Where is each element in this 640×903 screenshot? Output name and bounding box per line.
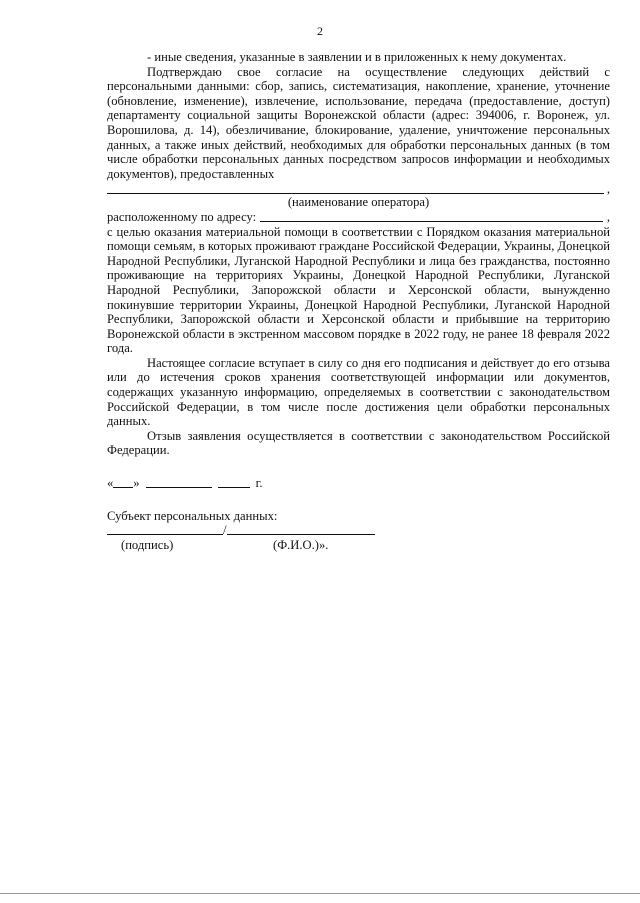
full-name-field[interactable] — [227, 524, 375, 535]
address-comma: , — [606, 209, 610, 224]
date-day-field[interactable] — [113, 477, 133, 488]
address-label: расположенному по адресу: — [107, 209, 257, 224]
signature-row — [107, 523, 610, 538]
date-year-suffix: г. — [255, 476, 263, 491]
full-name-caption: (Ф.И.О.)». — [273, 537, 329, 552]
address-field[interactable] — [260, 211, 603, 222]
signature-slash: / — [223, 523, 227, 538]
paragraph-other-info: - иные сведения, указанные в заявлении и в приложенных к нему документах. — [147, 50, 567, 64]
operator-name-field[interactable] — [107, 181, 610, 195]
signature-caption: (подпись) — [121, 537, 174, 552]
date-month-field[interactable] — [146, 477, 212, 488]
page-number: 2 — [317, 24, 323, 38]
date-line — [107, 476, 610, 491]
paragraph-consent-actions: Подтверждаю свое согласие на осуществление следующих действий с персональными данными: сбор, запись, систематизация, накопление, хранение, уточнение (обновление, изменение), извлечение, использование, передача (предоставление, доступ) департаменту социальной защиты Воронежской области (адрес: 394006, г. Воронеж, ул. Ворошилова, д. 14), обезличивание, блокирование, удаление, уничтожение персональных данных, а также иных действий, необходимых для обработки персональных данных (в том числе обработки персональных данных посредством запросов информации и необходимых документов), предоставленных — [107, 64, 610, 181]
date-open-quote: « — [107, 476, 114, 491]
scan-bottom-edge — [0, 893, 640, 894]
operator-line-comma: , — [606, 181, 610, 196]
paragraph-validity: Настоящее согласие вступает в силу со дня его подписания и действует до его отзыва или до истечения сроков хранения соответствующей информации или документов, содержащих указанную информацию, определяемых в соответствии с законодательством Российской Федерации, в том числе после достижения цели обработки персональных данных. — [107, 355, 610, 429]
paragraph-purpose: с целью оказания материальной помощи в соответствии с Порядком оказания материальной помощи семьям, в которых проживают граждане Российской Федерации, Украины, Донецкой Народной Республики, Луганской Народной Республики и лица без гражданства, постоянно проживающие на территориях Украины, Донецкой Народной Республики, Луганской Народной Республики, Запорожской области и Херсонской области, вынужденно покинувшие территории Украины, Донецкой Народной Республики, Луганской Народной Республики, Запорожской области и Херсонской области и прибывшие на территорию Воронежской области в экстренном массовом порядке в 2022 году, не ранее 18 февраля 2022 года. — [107, 224, 610, 356]
paragraph-revocation: Отзыв заявления осуществляется в соответствии с законодательством Российской Федерации. — [107, 428, 610, 458]
subject-label: Субъект персональных данных: — [107, 508, 278, 523]
signature-field[interactable] — [107, 524, 223, 535]
signature-captions — [107, 538, 610, 554]
document-body — [107, 50, 610, 554]
address-row — [107, 210, 610, 225]
operator-name-underline — [107, 193, 604, 194]
date-year-field[interactable] — [218, 477, 250, 488]
date-close-quote: » — [133, 476, 140, 491]
operator-caption: (наименование оператора) — [287, 195, 430, 210]
